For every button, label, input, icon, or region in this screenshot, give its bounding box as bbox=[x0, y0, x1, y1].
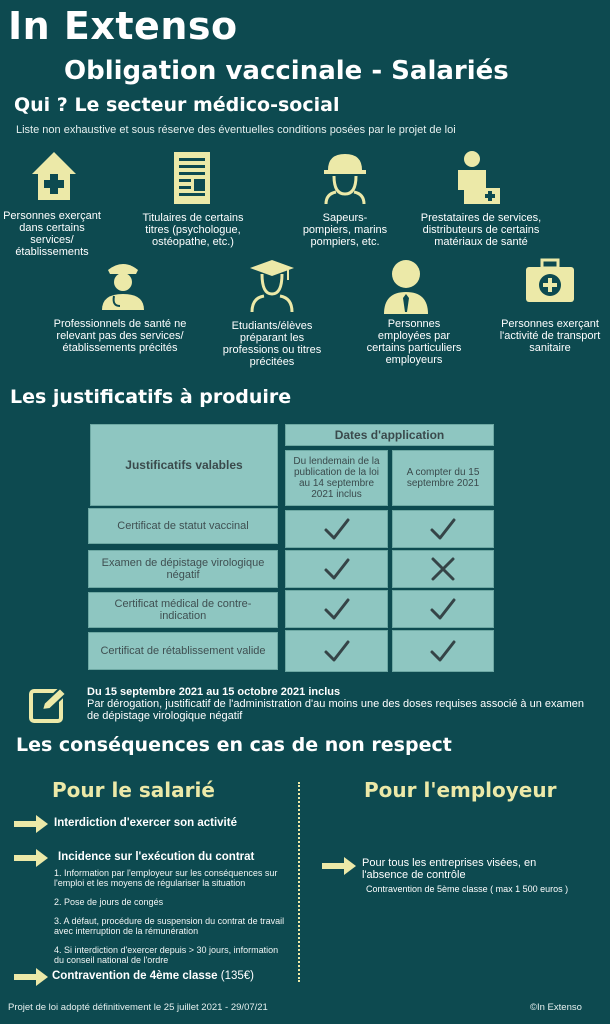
table-row-label: Examen de dépistage virologique négatif bbox=[88, 550, 278, 588]
category-label: Titulaires de certains titres (psychologue, ostéopathe, etc.) bbox=[142, 212, 244, 248]
footer-copyright: ©In Extenso bbox=[530, 1002, 582, 1013]
arrow-right-icon bbox=[14, 968, 48, 986]
column-title-employeur: Pour l'employeur bbox=[364, 778, 557, 802]
arrow-right-icon bbox=[14, 849, 48, 867]
document-icon bbox=[172, 150, 212, 206]
check-icon bbox=[428, 596, 458, 622]
check-icon bbox=[322, 556, 352, 582]
derogation-text: Par dérogation, justificatif de l'administration d'au moins une des doses requises associé à un examen de dépistage virologique négatif bbox=[87, 698, 585, 722]
arrow-right-icon bbox=[322, 857, 356, 875]
category-label: Personnes exerçant l'activité de transport sanitaire bbox=[499, 318, 601, 354]
table-row-label: Certificat médical de contre-indication bbox=[88, 592, 278, 628]
check-icon bbox=[322, 516, 352, 542]
salarie-item: Incidence sur l'exécution du contrat bbox=[58, 851, 255, 863]
category-label: Personnes employées par certains particuliers employeurs bbox=[366, 318, 462, 366]
section-heading-justificatifs: Les justificatifs à produire bbox=[10, 386, 292, 408]
employee-icon bbox=[382, 258, 430, 314]
medical-kit-icon bbox=[524, 258, 576, 304]
salarie-subitem: 4. Si interdiction d'exercer depuis > 30 jours, information du conseil national de l'ordre bbox=[54, 945, 279, 965]
employeur-item: Pour tous les entreprises visées, en l'absence de contrôle bbox=[362, 857, 537, 881]
section-heading-qui: Qui ? Le secteur médico-social bbox=[14, 94, 340, 116]
cross-icon bbox=[428, 555, 458, 583]
check-cell bbox=[392, 510, 494, 548]
check-cell bbox=[285, 510, 388, 548]
salarie-subitem: 2. Pose de jours de congés bbox=[54, 897, 164, 907]
check-icon bbox=[322, 596, 352, 622]
employeur-subitem: Contravention de 5ème classe ( max 1 500 euros ) bbox=[366, 884, 569, 894]
section-heading-consequences: Les conséquences en cas de non respect bbox=[16, 734, 452, 756]
check-icon bbox=[322, 638, 352, 664]
column-divider bbox=[298, 782, 300, 982]
check-icon bbox=[428, 638, 458, 664]
category-label: Prestataires de services, distributeurs de certains matériaux de santé bbox=[420, 212, 542, 248]
table-header-dates: Dates d'application bbox=[285, 424, 494, 446]
check-cell bbox=[285, 630, 388, 672]
check-cell bbox=[285, 550, 388, 588]
category-label: Personnes exerçant dans certains services/ établissements bbox=[3, 210, 101, 258]
table-header-period1: Du lendemain de la publication de la loi au 14 septembre 2021 inclus bbox=[285, 450, 388, 506]
house-cross-icon bbox=[30, 150, 78, 202]
disclaimer-note: Liste non exhaustive et sous réserve des éventuelles conditions posées par le projet de loi bbox=[16, 124, 456, 136]
graduate-icon bbox=[248, 258, 296, 312]
cross-cell bbox=[392, 550, 494, 588]
contravention-label: Contravention de 4ème classe bbox=[52, 970, 218, 982]
check-cell bbox=[392, 590, 494, 628]
table-row-label: Certificat de statut vaccinal bbox=[88, 508, 278, 544]
salarie-subitem: 1. Information par l'employeur sur les conséquences sur l'emploi et les moyens de régulariser la situation bbox=[54, 868, 278, 888]
edit-icon bbox=[28, 686, 68, 724]
firefighter-icon bbox=[322, 150, 368, 204]
brand-logo: In Extenso bbox=[8, 4, 238, 48]
provider-icon bbox=[452, 150, 500, 206]
arrow-right-icon bbox=[14, 815, 48, 833]
derogation-dates: Du 15 septembre 2021 au 15 octobre 2021 inclus bbox=[87, 686, 341, 698]
table-header-period2: A compter du 15 septembre 2021 bbox=[392, 450, 494, 506]
category-label: Sapeurs-pompiers, marins pompiers, etc. bbox=[302, 212, 388, 248]
nurse-icon bbox=[100, 258, 146, 310]
check-cell bbox=[392, 630, 494, 672]
page-title: Obligation vaccinale - Salariés bbox=[64, 56, 509, 86]
table-row-label: Certificat de rétablissement valide bbox=[88, 632, 278, 670]
check-cell bbox=[285, 590, 388, 628]
table-header-justificatifs: Justificatifs valables bbox=[90, 424, 278, 506]
category-label: Etudiants/élèves préparant les professions ou titres précitées bbox=[222, 320, 322, 368]
column-title-salarie: Pour le salarié bbox=[52, 778, 215, 802]
salarie-subitem: 3. A défaut, procédure de suspension du contrat de travail avec interruption de la rémunération bbox=[54, 916, 285, 936]
category-label: Professionnels de santé ne relevant pas des services/ établissements précités bbox=[53, 318, 187, 354]
salarie-item: Interdiction d'exercer son activité bbox=[54, 817, 237, 829]
salarie-item bbox=[52, 970, 254, 982]
contravention-amount: (135€) bbox=[217, 970, 254, 982]
check-icon bbox=[428, 516, 458, 542]
footer-note: Projet de loi adopté définitivement le 25 juillet 2021 - 29/07/21 bbox=[8, 1002, 268, 1013]
